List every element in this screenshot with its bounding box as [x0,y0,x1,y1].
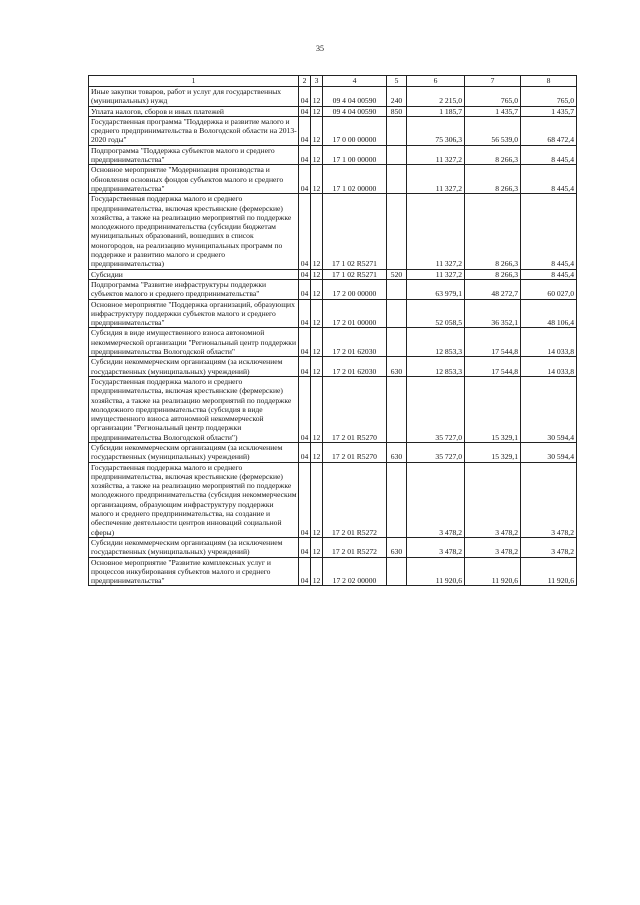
table-row [89,87,577,107]
row-name-cell: Государственная поддержка малого и среднего предпринимательства, включая крестьянские (фермерские) хозяйства, а также на реализацию мероприятий по поддержке молодежного предпринимательства (субсидия в виде имущественного взноса автономной некоммерческой организации "Региональный центр поддержки предпринимательства Вологодской области") [89,376,299,442]
row-c4-cell: 17 1 02 R5271 [323,194,387,269]
table-row [89,376,577,442]
row-c5-cell [387,194,407,269]
row-name-cell: Основное мероприятие "Поддержка организаций, образующих инфраструктуру поддержки субъектов малого и среднего предпринимательства" [89,299,299,328]
row-c8-cell: 14 033,8 [521,357,577,377]
row-c5-cell [387,279,407,299]
row-c8-cell: 8 445,4 [521,145,577,165]
header-col-7: 7 [465,76,521,87]
row-c3-cell: 12 [311,87,323,107]
budget-table [88,75,577,586]
row-name-cell: Государственная поддержка малого и среднего предпринимательства, включая крестьянские (фермерские) хозяйства, а также на реализацию мероприятий по поддержке молодежного предпринимательства (субсидии бюджетам муниципальных образований, вошедших в список моногородов, на реализацию муниципальных программ по поддержке и развитию малого и среднего предпринимательства) [89,194,299,269]
header-col-3: 3 [311,76,323,87]
row-c7-cell: 765,0 [465,87,521,107]
row-c5-cell [387,462,407,537]
row-name-cell: Подпрограмма "Поддержка субъектов малого и среднего предпринимательства" [89,145,299,165]
row-c4-cell: 09 4 04 00590 [323,106,387,116]
row-c3-cell: 12 [311,106,323,116]
row-c4-cell: 17 2 01 62030 [323,328,387,357]
row-c7-cell: 8 266,3 [465,145,521,165]
row-c5-cell [387,116,407,145]
row-c7-cell: 3 478,2 [465,537,521,557]
row-c4-cell: 17 0 00 00000 [323,116,387,145]
row-c8-cell: 48 106,4 [521,299,577,328]
table-row [89,145,577,165]
row-c4-cell: 17 2 02 00000 [323,557,387,586]
row-c5-cell [387,145,407,165]
row-c7-cell: 36 352,1 [465,299,521,328]
row-name-cell: Государственная программа "Поддержка и развитие малого и среднего предпринимательства в Вологодской области на 2013-2020 годы" [89,116,299,145]
table-body [89,87,577,586]
row-c3-cell: 12 [311,165,323,194]
row-name-cell: Субсидии некоммерческим организациям (за исключением государственных (муниципальных) учреждений) [89,537,299,557]
row-c5-cell [387,328,407,357]
row-c6-cell: 63 979,1 [407,279,465,299]
row-c3-cell: 12 [311,194,323,269]
row-c3-cell: 12 [311,116,323,145]
row-name-cell: Основное мероприятие "Модернизация производства и обновления основных фондов субъектов малого и среднего предпринимательства" [89,165,299,194]
row-c4-cell: 17 2 01 R5270 [323,376,387,442]
row-c7-cell: 48 272,7 [465,279,521,299]
row-c4-cell: 17 1 02 R5271 [323,269,387,279]
row-name-cell: Субсидии [89,269,299,279]
row-c5-cell: 850 [387,106,407,116]
row-c5-cell: 240 [387,87,407,107]
row-c3-cell: 12 [311,442,323,462]
row-c2-cell: 04 [299,269,311,279]
row-c2-cell: 04 [299,537,311,557]
row-c8-cell: 30 594,4 [521,376,577,442]
row-c4-cell: 17 2 01 R5272 [323,462,387,537]
row-c2-cell: 04 [299,328,311,357]
row-c5-cell: 520 [387,269,407,279]
row-c6-cell: 75 306,3 [407,116,465,145]
row-name-cell: Субсидии некоммерческим организациям (за исключением государственных (муниципальных) учреждений) [89,357,299,377]
table-row [89,328,577,357]
row-c6-cell: 11 327,2 [407,269,465,279]
row-c2-cell: 04 [299,279,311,299]
row-c6-cell: 11 327,2 [407,165,465,194]
row-c2-cell: 04 [299,145,311,165]
row-c2-cell: 04 [299,116,311,145]
row-c4-cell: 17 2 00 00000 [323,279,387,299]
header-col-4: 4 [323,76,387,87]
row-name-cell: Основное мероприятие "Развитие комплексных услуг и процессов инкубирования субъектов малого и среднего предпринимательства" [89,557,299,586]
row-c5-cell [387,299,407,328]
row-c3-cell: 12 [311,145,323,165]
row-c2-cell: 04 [299,106,311,116]
table-row [89,279,577,299]
row-c6-cell: 1 185,7 [407,106,465,116]
row-c7-cell: 3 478,2 [465,462,521,537]
row-c5-cell: 630 [387,442,407,462]
row-c4-cell: 17 1 00 00000 [323,145,387,165]
row-c3-cell: 12 [311,537,323,557]
row-c7-cell: 15 329,1 [465,376,521,442]
row-c8-cell: 8 445,4 [521,269,577,279]
header-col-1: 1 [89,76,299,87]
header-col-5: 5 [387,76,407,87]
row-c6-cell: 35 727,0 [407,376,465,442]
table-row [89,116,577,145]
row-c2-cell: 04 [299,357,311,377]
row-c7-cell: 1 435,7 [465,106,521,116]
row-c6-cell: 3 478,2 [407,462,465,537]
table-row [89,194,577,269]
row-name-cell: Уплата налогов, сборов и иных платежей [89,106,299,116]
row-c3-cell: 12 [311,269,323,279]
row-c5-cell [387,557,407,586]
row-c4-cell: 17 1 02 00000 [323,165,387,194]
row-c8-cell: 765,0 [521,87,577,107]
row-c6-cell: 12 853,3 [407,328,465,357]
page-number: 35 [316,44,324,53]
row-c6-cell: 2 215,0 [407,87,465,107]
row-c7-cell: 15 329,1 [465,442,521,462]
row-c6-cell: 11 920,6 [407,557,465,586]
row-c7-cell: 17 544,8 [465,328,521,357]
row-c2-cell: 04 [299,557,311,586]
row-c7-cell: 56 539,0 [465,116,521,145]
table-row [89,557,577,586]
row-c2-cell: 04 [299,165,311,194]
table-row [89,442,577,462]
row-c6-cell: 52 058,5 [407,299,465,328]
row-c5-cell [387,165,407,194]
row-c3-cell: 12 [311,279,323,299]
row-c8-cell: 3 478,2 [521,462,577,537]
row-c3-cell: 12 [311,376,323,442]
row-c6-cell: 35 727,0 [407,442,465,462]
row-c6-cell: 11 327,2 [407,145,465,165]
row-c3-cell: 12 [311,299,323,328]
row-c3-cell: 12 [311,462,323,537]
row-c6-cell: 3 478,2 [407,537,465,557]
row-c8-cell: 8 445,4 [521,194,577,269]
row-name-cell: Подпрограмма "Развитие инфраструктуры поддержки субъектов малого и среднего предпринимательства" [89,279,299,299]
row-c5-cell: 630 [387,357,407,377]
row-c7-cell: 17 544,8 [465,357,521,377]
row-c2-cell: 04 [299,194,311,269]
row-name-cell: Субсидия в виде имущественного взноса автономной некоммерческой организации "Региональный центр поддержки предпринимательства Вологодской области" [89,328,299,357]
row-c8-cell: 11 920,6 [521,557,577,586]
table-row [89,269,577,279]
table-row [89,462,577,537]
row-c7-cell: 8 266,3 [465,165,521,194]
row-c3-cell: 12 [311,557,323,586]
row-c8-cell: 3 478,2 [521,537,577,557]
row-c4-cell: 09 4 04 00590 [323,87,387,107]
row-name-cell: Государственная поддержка малого и среднего предпринимательства, включая крестьянские (фермерские) хозяйства, а также на реализацию мероприятий по поддержке молодежного предпринимательства (субсидия некоммерческим организациям, образующим инфраструктуру поддержки малого и среднего предпринимательства, на создание и обеспечение деятельности центров инноваций социальной сферы) [89,462,299,537]
table-row [89,165,577,194]
row-c7-cell: 11 920,6 [465,557,521,586]
table-row [89,299,577,328]
table-row [89,357,577,377]
row-c6-cell: 12 853,3 [407,357,465,377]
row-c2-cell: 04 [299,87,311,107]
row-c4-cell: 17 2 01 R5272 [323,537,387,557]
row-c5-cell [387,376,407,442]
row-c2-cell: 04 [299,442,311,462]
row-c8-cell: 1 435,7 [521,106,577,116]
header-col-8: 8 [521,76,577,87]
row-c3-cell: 12 [311,357,323,377]
table-row [89,537,577,557]
row-c3-cell: 12 [311,328,323,357]
row-c8-cell: 14 033,8 [521,328,577,357]
row-c8-cell: 30 594,4 [521,442,577,462]
row-c8-cell: 60 027,0 [521,279,577,299]
header-col-2: 2 [299,76,311,87]
row-c4-cell: 17 2 01 00000 [323,299,387,328]
row-c7-cell: 8 266,3 [465,269,521,279]
row-name-cell: Иные закупки товаров, работ и услуг для государственных (муниципальных) нужд [89,87,299,107]
row-c5-cell: 630 [387,537,407,557]
row-c2-cell: 04 [299,376,311,442]
row-c8-cell: 8 445,4 [521,165,577,194]
row-c8-cell: 68 472,4 [521,116,577,145]
row-c2-cell: 04 [299,462,311,537]
row-c4-cell: 17 2 01 62030 [323,357,387,377]
row-name-cell: Субсидии некоммерческим организациям (за исключением государственных (муниципальных) учреждений) [89,442,299,462]
header-col-6: 6 [407,76,465,87]
header-row [89,76,577,87]
row-c6-cell: 11 327,2 [407,194,465,269]
row-c2-cell: 04 [299,299,311,328]
table-row [89,106,577,116]
row-c4-cell: 17 2 01 R5270 [323,442,387,462]
row-c7-cell: 8 266,3 [465,194,521,269]
